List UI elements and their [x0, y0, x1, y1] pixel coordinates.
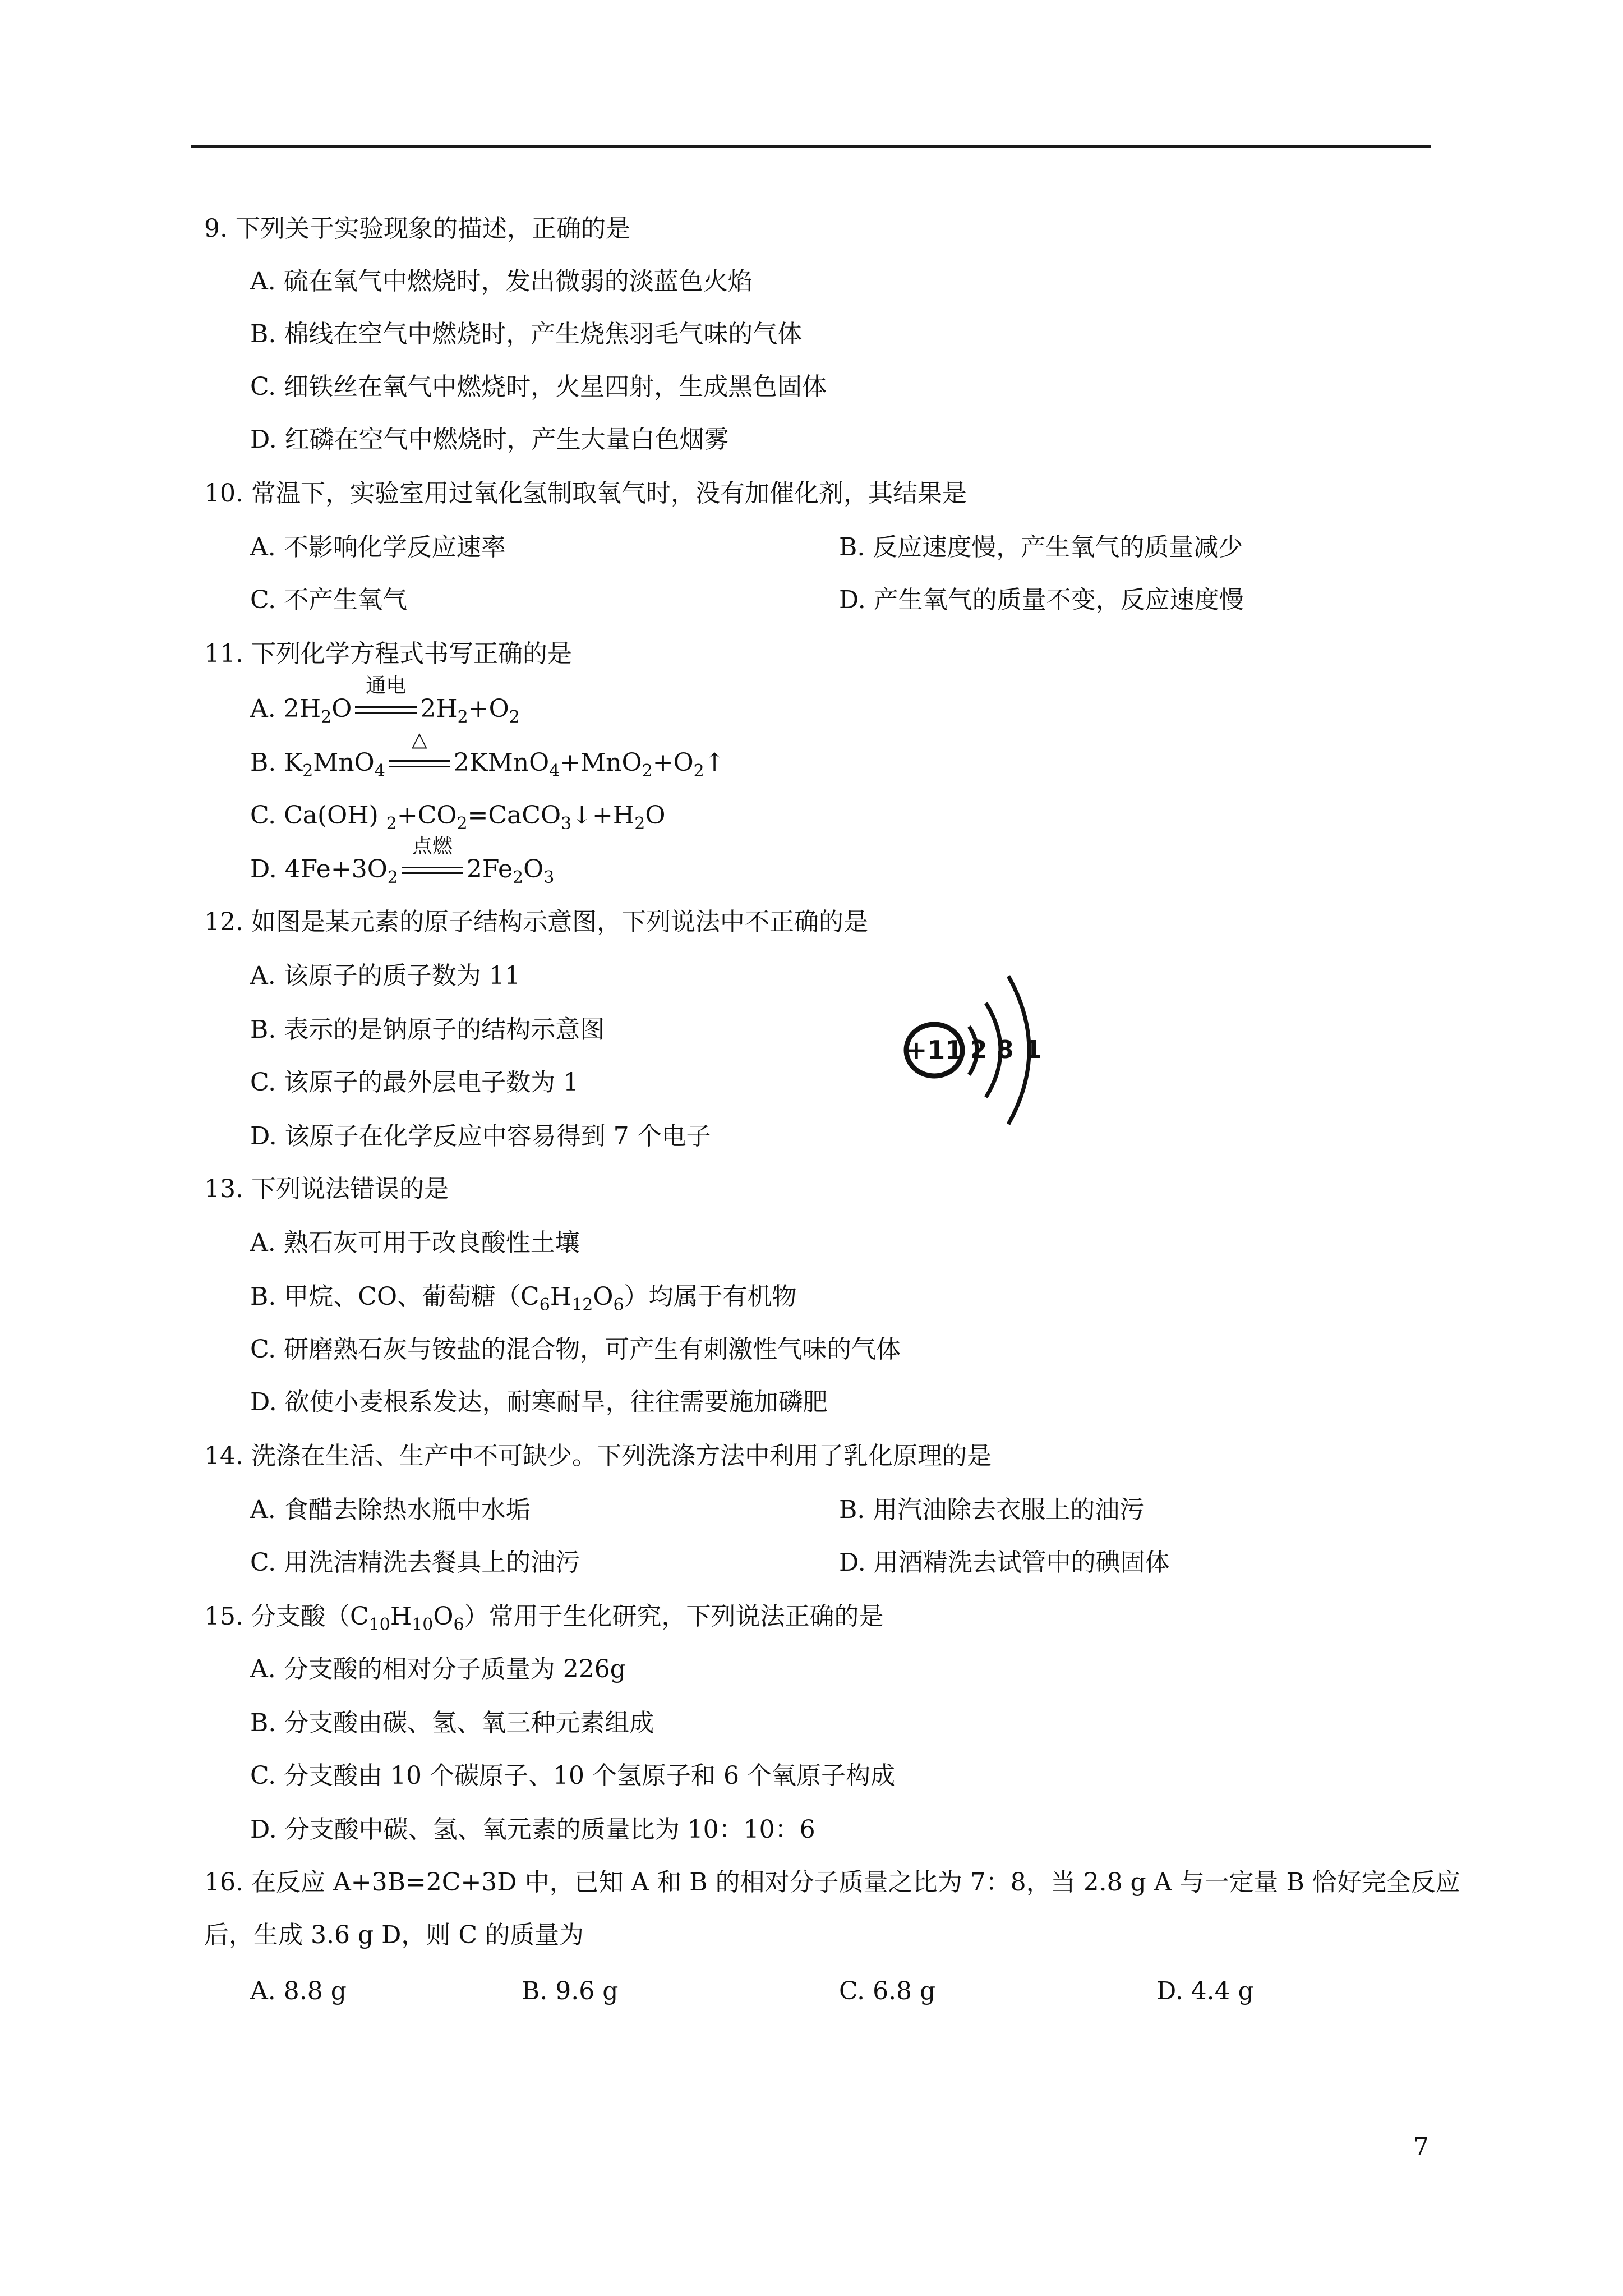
q9-option-d: D. 红磷在空气中燃烧时，产生大量白色烟雾	[250, 425, 729, 454]
q10-stem: 10. 常温下，实验室用过氧化氢制取氧气时，没有加催化剂，其结果是	[204, 479, 967, 508]
q9-stem: 9. 下列关于实验现象的描述，正确的是	[204, 214, 630, 243]
q13-option-a: A. 熟石灰可用于改良酸性土壤	[250, 1228, 580, 1257]
q11-a-condition: 通电	[355, 700, 417, 722]
shell-electrons-3: 1	[1024, 1036, 1042, 1064]
q14-stem: 14. 洗涤在生活、生产中不可缺少。下列洗涤方法中利用了乳化原理的是	[204, 1442, 992, 1470]
q13-option-b: B. 甲烷、CO、葡萄糖$(C_6H_{12}O_6)$均属于有机物	[250, 1282, 797, 1315]
q10-option-d: D. 产生氧气的质量不变，反应速度慢	[839, 586, 1244, 614]
q14-option-a: A. 食醋去除热水瓶中水垢	[250, 1496, 531, 1524]
q15-stem: 15. 分支酸$(C_{10}H_{10}O_6)$常用于生化研究，下列说法正确的是	[204, 1602, 884, 1635]
q10-option-b: B. 反应速度慢，产生氧气的质量减少	[839, 533, 1243, 562]
q13-stem: 13. 下列说法错误的是	[204, 1175, 449, 1203]
q15-option-a: A. 分支酸的相对分子质量为 226g	[250, 1655, 626, 1683]
q9-option-a: A. 硫在氧气中燃烧时，发出微弱的淡蓝色火焰	[250, 267, 753, 296]
q12-option-b: B. 表示的是钠原子的结构示意图	[250, 1015, 605, 1044]
q14-option-b: B. 用汽油除去衣服上的油污	[839, 1496, 1145, 1524]
q16-stem-line2: 后，生成 3.6 g D，则 C 的质量为	[204, 1921, 584, 1949]
shell-electrons-2: 8	[996, 1036, 1014, 1064]
q12-option-c: C. 该原子的最外层电子数为 1	[250, 1068, 579, 1097]
q15-option-d: D. 分支酸中碳、氢、氧元素的质量比为 10：10：6	[250, 1815, 815, 1844]
q15-option-b: B. 分支酸由碳、氢、氧三种元素组成	[250, 1709, 654, 1737]
q16-option-d: D. 4.4 g	[1156, 1977, 1254, 2005]
page-number: 7	[1413, 2133, 1429, 2161]
q16-option-c: C. 6.8 g	[839, 1977, 936, 2005]
q9-option-c: C. 细铁丝在氧气中燃烧时，火星四射，生成黑色固体	[250, 372, 827, 401]
q11-option-b: B. $K_2MnO_4$ △ $2KMnO_4+MnO_2+O_2↑$	[250, 728, 725, 781]
q11-option-a: A. $2H_2O$ 通电 $2H_2+O_2$	[250, 674, 520, 727]
q13-option-c: C. 研磨熟石灰与铵盐的混合物，可产生有刺激性气味的气体	[250, 1335, 901, 1364]
q12-option-a: A. 该原子的质子数为 11	[250, 961, 520, 990]
q11-option-c: C. Ca(OH) $_2+CO_2=CaCO_3↓+H_2O$	[250, 801, 666, 834]
q16-stem-line1: 16. 在反应 A+3B=2C+3D 中，已知 A 和 B 的相对分子质量之比为 7：8，当 2.8 g A 与一定量 B 恰好完全反应	[204, 1868, 1460, 1897]
q14-option-c: C. 用洗洁精洗去餐具上的油污	[250, 1548, 580, 1577]
q14-option-d: D. 用酒精洗去试管中的碘固体	[839, 1548, 1170, 1577]
q10-option-a: A. 不影响化学反应速率	[250, 533, 506, 562]
q11-d-condition: 点燃	[402, 860, 463, 882]
q16-option-a: A. 8.8 g	[250, 1977, 347, 2005]
q11-stem: 11. 下列化学方程式书写正确的是	[204, 639, 572, 668]
q12-option-d: D. 该原子在化学反应中容易得到 7 个电子	[250, 1122, 711, 1151]
shell-electrons-1: 2	[970, 1036, 988, 1064]
q9-option-b: B. 棉线在空气中燃烧时，产生烧焦羽毛气味的气体	[250, 320, 803, 348]
q11-b-condition: △	[389, 753, 450, 776]
q13-option-d: D. 欲使小麦根系发达，耐寒耐旱，往往需要施加磷肥	[250, 1388, 828, 1416]
header-rule	[191, 145, 1431, 148]
atom-structure-diagram	[897, 965, 1066, 1144]
q10-option-c: C. 不产生氧气	[250, 586, 408, 614]
nucleus-charge: +11	[905, 1035, 963, 1065]
q11-option-d: D. $4Fe+3O_2$ 点燃 $2Fe_2O_3$	[250, 834, 555, 887]
q12-stem: 12. 如图是某元素的原子结构示意图，下列说法中不正确的是	[204, 908, 868, 936]
q15-option-c: C. 分支酸由 10 个碳原子、10 个氢原子和 6 个氧原子构成	[250, 1761, 895, 1790]
q16-option-b: B. 9.6 g	[522, 1977, 619, 2005]
